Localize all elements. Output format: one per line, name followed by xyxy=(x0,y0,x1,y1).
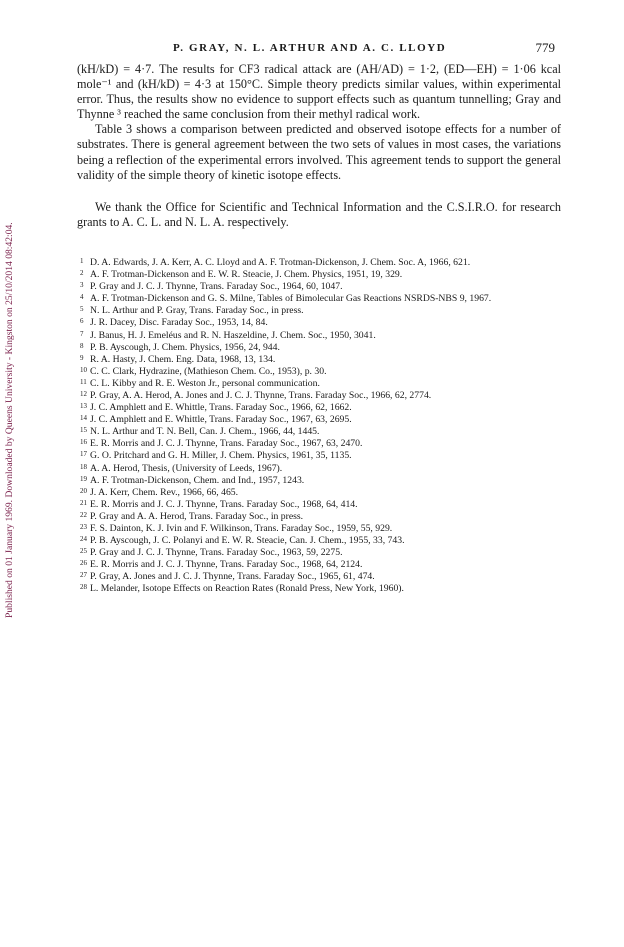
reference-item: 6 J. R. Dacey, Disc. Faraday Soc., 1953, 14, 84. xyxy=(80,317,268,329)
reference-item: 24 P. B. Ayscough, J. C. Polanyi and E. W. R. Steacie, Can. J. Chem., 1955, 33, 743. xyxy=(80,535,405,547)
reference-item: 17 G. O. Pritchard and G. H. Miller, J. Chem. Physics, 1961, 35, 1135. xyxy=(80,450,352,462)
reference-item: 4 A. F. Trotman-Dickenson and G. S. Milne, Tables of Bimolecular Gas Reactions NSRDS-NBS 9, 1967. xyxy=(80,293,492,305)
reference-item: 9 R. A. Hasty, J. Chem. Eng. Data, 1968, 13, 134. xyxy=(80,353,276,365)
reference-item: 7 J. Banus, H. J. Emeléus and R. N. Haszeldine, J. Chem. Soc., 1950, 3041. xyxy=(80,329,376,341)
reference-list xyxy=(77,257,561,596)
reference-item: 28 L. Melander, Isotope Effects on Reaction Rates (Ronald Press, New York, 1960). xyxy=(80,583,404,595)
journal-page xyxy=(77,40,561,596)
reference-item: 16 E. R. Morris and J. C. J. Thynne, Trans. Faraday Soc., 1967, 63, 2470. xyxy=(80,438,363,450)
page-number: 779 xyxy=(535,40,555,55)
reference-item: 19 A. F. Trotman-Dickenson, Chem. and Ind., 1957, 1243. xyxy=(80,474,305,486)
reference-item: 15 N. L. Arthur and T. N. Bell, Can. J. Chem., 1966, 44, 1445. xyxy=(80,426,320,438)
download-watermark-text: Published on 01 January 1969. Downloaded by Queens University - Kingston on 25/10/2014 08:42:04. xyxy=(4,222,15,618)
reference-item: 3 P. Gray and J. C. J. Thynne, Trans. Faraday Soc., 1964, 60, 1047. xyxy=(80,281,343,293)
reference-item: 26 E. R. Morris and J. C. J. Thynne, Trans. Faraday Soc., 1968, 64, 2124. xyxy=(80,559,363,571)
reference-item: 21 E. R. Morris and J. C. J. Thynne, Trans. Faraday Soc., 1968, 64, 414. xyxy=(80,498,358,510)
reference-item: 25 P. Gray and J. C. J. Thynne, Trans. Faraday Soc., 1963, 59, 2275. xyxy=(80,547,343,559)
reference-item: 18 A. A. Herod, Thesis, (University of Leeds, 1967). xyxy=(80,462,283,474)
reference-item: 20 J. A. Kerr, Chem. Rev., 1966, 66, 465. xyxy=(80,486,239,498)
body-text xyxy=(77,62,561,230)
reference-item: 5 N. L. Arthur and P. Gray, Trans. Faraday Soc., in press. xyxy=(80,305,304,317)
reference-item: 8 P. B. Ayscough, J. Chem. Physics, 1956, 24, 944. xyxy=(80,341,280,353)
reference-item: 12 P. Gray, A. A. Herod, A. Jones and J. C. J. Thynne, Trans. Faraday Soc., 1966, 62, 2774. xyxy=(80,389,432,401)
download-watermark xyxy=(4,148,16,618)
reference-item: 11 C. L. Kibby and R. E. Weston Jr., personal communication. xyxy=(80,377,320,389)
reference-item: 10 C. C. Clark, Hydrazine, (Mathieson Chem. Co., 1953), p. 30. xyxy=(80,365,327,377)
reference-item: 13 J. C. Amphlett and E. Whittle, Trans. Faraday Soc., 1966, 62, 1662. xyxy=(80,402,352,414)
reference-item: 2 A. F. Trotman-Dickenson and E. W. R. Steacie, J. Chem. Physics, 1951, 19, 329. xyxy=(80,269,403,281)
reference-item: 1 D. A. Edwards, J. A. Kerr, A. C. Lloyd and A. F. Trotman-Dickenson, J. Chem. Soc. A, 1966, 621. xyxy=(80,256,471,268)
paragraph-isotope-results: (kH/kD) = 4·7. The results for CF3 radical attack are (AH/AD) = 1·2, (ED—EH) = 1·06 kcal mole⁻¹ and (kH/kD) = 4·3 at 150°C. Simple theory predicts similar values, within experimental error. Thus, the results show no evidence to support effects such as quantum tunnelling; Gray and Thynne ³ reached the same conclusion from their methyl radical work. xyxy=(77,62,561,122)
reference-item: 14 J. C. Amphlett and E. Whittle, Trans. Faraday Soc., 1967, 63, 2695. xyxy=(80,414,352,426)
reference-item: 22 P. Gray and A. A. Herod, Trans. Faraday Soc., in press. xyxy=(80,510,304,522)
paragraph-table-comparison: Table 3 shows a comparison between predicted and observed isotope effects for a number of substrates. There is general agreement between the two sets of values in most cases, the variations being a reflection of the experimental errors involved. This agreement tends to support the general validity of the simple theory of kinetic isotope effects. xyxy=(77,122,561,182)
reference-item: 23 F. S. Dainton, K. J. Ivin and F. Wilkinson, Trans. Faraday Soc., 1959, 55, 929. xyxy=(80,523,393,534)
page-header xyxy=(77,40,561,62)
reference-item: 27 P. Gray, A. Jones and J. C. J. Thynne, Trans. Faraday Soc., 1965, 61, 474. xyxy=(80,571,375,583)
running-head: P. GRAY, N. L. ARTHUR AND A. C. LLOYD xyxy=(173,42,447,54)
paragraph-acknowledgements: We thank the Office for Scientific and Technical Information and the C.S.I.R.O. for research grants to A. C. L. and N. L. A. respectively. xyxy=(77,199,561,229)
